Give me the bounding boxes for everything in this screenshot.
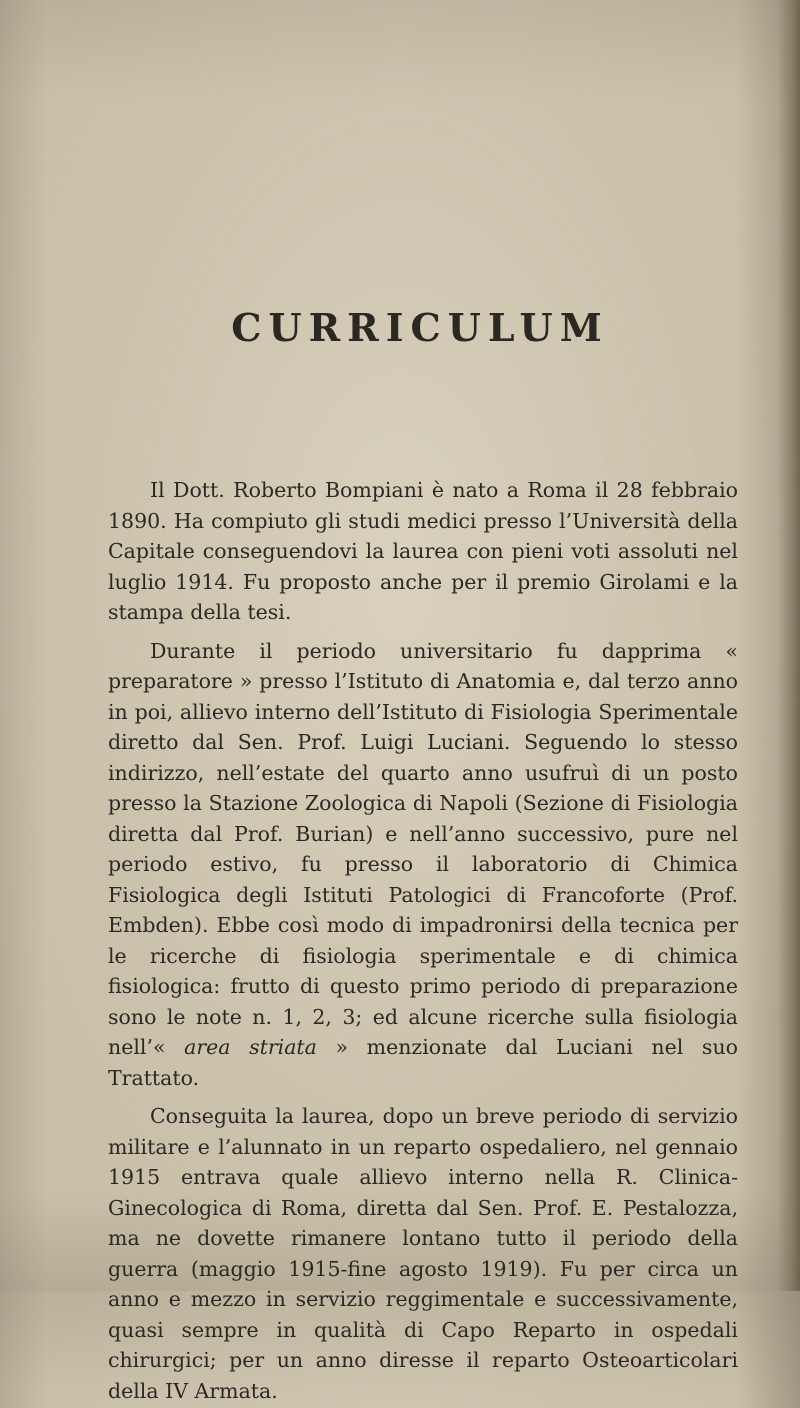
paragraph-3-text: Conseguita la laurea, dopo un breve periodo di servizio militare e l’alunnato in un reparto ospedaliero, nel gennaio 1915 entrava quale allievo interno nella R. Clinica-Ginecologica di Roma, diretta dal Sen. Prof. E. Pestalozza, ma ne dovette rimanere lontano tutto il periodo della guerra (maggio 1915-fine agosto 1919). Fu per circa un anno e mezzo in servizio reggimentale e successivamente, quasi sempre in qualità di Capo Reparto in ospedali chirurgici; per un anno diresse il reparto Osteoarticolari della IV Armata. [108, 1104, 738, 1403]
paragraph-1 [108, 475, 738, 628]
paragraph-2 [108, 636, 738, 1094]
page-title: CURRICULUM [231, 305, 609, 350]
paragraph-3 [108, 1101, 738, 1406]
paragraph-2-text: Durante il periodo universitario fu dapprima « preparatore » presso l’Istituto di Anatomia e, dal terzo anno in poi, allievo interno dell’Istituto di Fisiologia Sperimentale diretto dal Sen. Prof. Luigi Luciani. Seguendo lo stesso indirizzo, nell’estate del quarto anno usufruì di un posto presso la Stazione Zoologica di Napoli (Sezione di Fisiologia diretta dal Prof. Burian) e nell’anno successivo, pure nel periodo estivo, fu presso il laboratorio di Chimica Fisiologica degli Istituti Patologici di Francoforte (Prof. Embden). Ebbe così modo di impadronirsi della tecnica per le ricerche di fisiologia sperimentale e di chimica fisiologica: frutto di questo primo periodo di preparazione sono le note n. 1, 2, 3; ed alcune ricerche sulla fisiologia nell’« [108, 638, 738, 1059]
paragraph-2-text-end: » menzionate dal Luciani nel suo Trattato. [108, 1035, 738, 1090]
paragraph-2-italic-term: area striata [184, 1035, 317, 1059]
paragraph-1-text: Il Dott. Roberto Bompiani è nato a Roma il 28 febbraio 1890. Ha compiuto gli studi medici presso l’Università della Capitale conseguendovi la laurea con pieni voti assoluti nel luglio 1914. Fu proposto anche per il premio Girolami e la stampa della tesi. [108, 478, 738, 624]
body-text [108, 475, 738, 1408]
page-edge-shadow [778, 0, 800, 1291]
